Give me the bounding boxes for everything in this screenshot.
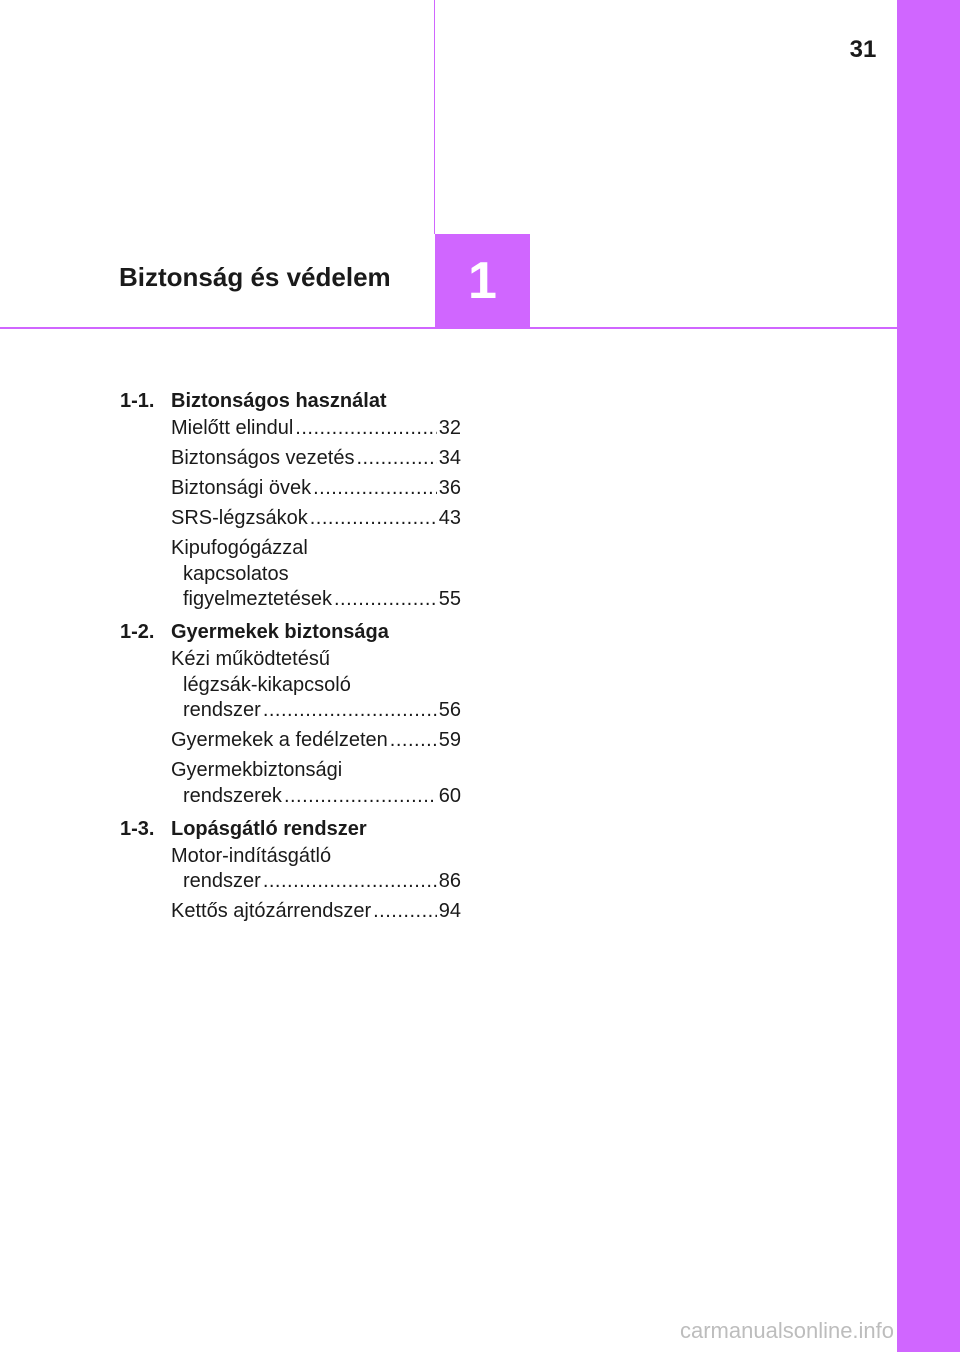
- toc-entry[interactable]: [171, 899, 461, 925]
- toc-entry-text: rendszer: [183, 699, 261, 721]
- section-number: 1-1.: [120, 390, 155, 412]
- section-title: Biztonságos használat: [171, 390, 387, 412]
- toc-entry-text: Kettős ajtózárrendszer: [171, 900, 372, 922]
- toc-page-number: 60: [438, 784, 461, 807]
- dot-leader: [373, 899, 437, 925]
- section-number: 1-2.: [120, 621, 155, 643]
- toc-page-number: 34: [438, 447, 461, 469]
- page-number: 31: [849, 36, 877, 63]
- toc-entry-text: kapcsolatos: [183, 562, 289, 585]
- toc-entry[interactable]: [171, 416, 461, 442]
- vertical-divider: [434, 0, 435, 234]
- toc-entry-text: rendszerek: [183, 784, 282, 807]
- dot-leader: [263, 869, 437, 895]
- toc-entry-text: Biztonsági övek: [171, 477, 312, 499]
- toc-entry-text: Mielőtt elindul: [171, 417, 294, 439]
- toc-section-heading: [120, 814, 461, 844]
- toc-section-heading: [120, 386, 461, 416]
- chapter-title: Biztonság és védelem: [119, 262, 391, 292]
- toc-entry-text: Gyermekek a fedélzeten: [171, 729, 388, 751]
- dot-leader: [334, 587, 437, 613]
- toc-entry-text: figyelmeztetések: [183, 588, 332, 610]
- toc-entry[interactable]: [171, 506, 461, 532]
- dot-leader: [313, 476, 437, 502]
- toc-entry[interactable]: [171, 728, 461, 754]
- toc-entry-text: légzsák-kikapcsoló: [183, 673, 351, 696]
- horizontal-divider: [0, 327, 897, 329]
- table-of-contents: [120, 386, 461, 929]
- chapter-number-box: 1: [435, 234, 530, 328]
- toc-section: [120, 386, 461, 613]
- dot-leader: [284, 784, 437, 810]
- dot-leader: [356, 446, 436, 472]
- dot-leader: [310, 506, 437, 532]
- toc-entry[interactable]: [171, 476, 461, 502]
- toc-page-number: 32: [438, 417, 461, 439]
- toc-entry-text: Kézi működtetésű: [171, 648, 330, 670]
- toc-page-number: 56: [438, 699, 461, 721]
- toc-page-number: 94: [438, 900, 461, 922]
- toc-entry[interactable]: [171, 536, 461, 613]
- toc-page-number: 59: [438, 729, 461, 751]
- toc-entry-text: Biztonságos vezetés: [171, 447, 355, 469]
- toc-entry[interactable]: [171, 844, 461, 895]
- section-title: Lopásgátló rendszer: [171, 817, 367, 840]
- toc-section-heading: [120, 617, 461, 647]
- dot-leader: [390, 728, 437, 754]
- watermark: carmanualsonline.info: [680, 1318, 895, 1343]
- section-number: 1-3.: [120, 817, 155, 840]
- dot-leader: [263, 698, 437, 724]
- toc-entry[interactable]: [171, 446, 461, 472]
- toc-entry-text: rendszer: [183, 870, 261, 892]
- section-title: Gyermekek biztonsága: [171, 621, 389, 643]
- toc-section: [120, 814, 461, 925]
- toc-entry[interactable]: [171, 758, 461, 809]
- toc-section: [120, 617, 461, 809]
- toc-page-number: 86: [438, 870, 461, 892]
- toc-entry-text: Kipufogógázzal: [171, 537, 308, 559]
- toc-entry[interactable]: [171, 647, 461, 724]
- toc-entry-text: Motor-indításgátló: [171, 844, 332, 867]
- toc-entry-text: SRS-légzsákok: [171, 507, 308, 529]
- dot-leader: [295, 416, 436, 442]
- toc-entry-text: Gyermekbiztonsági: [171, 759, 343, 781]
- toc-page-number: 36: [438, 477, 461, 499]
- chapter-sidebar-tab: [897, 0, 960, 1352]
- toc-page-number: 43: [438, 507, 461, 529]
- toc-page-number: 55: [438, 588, 461, 610]
